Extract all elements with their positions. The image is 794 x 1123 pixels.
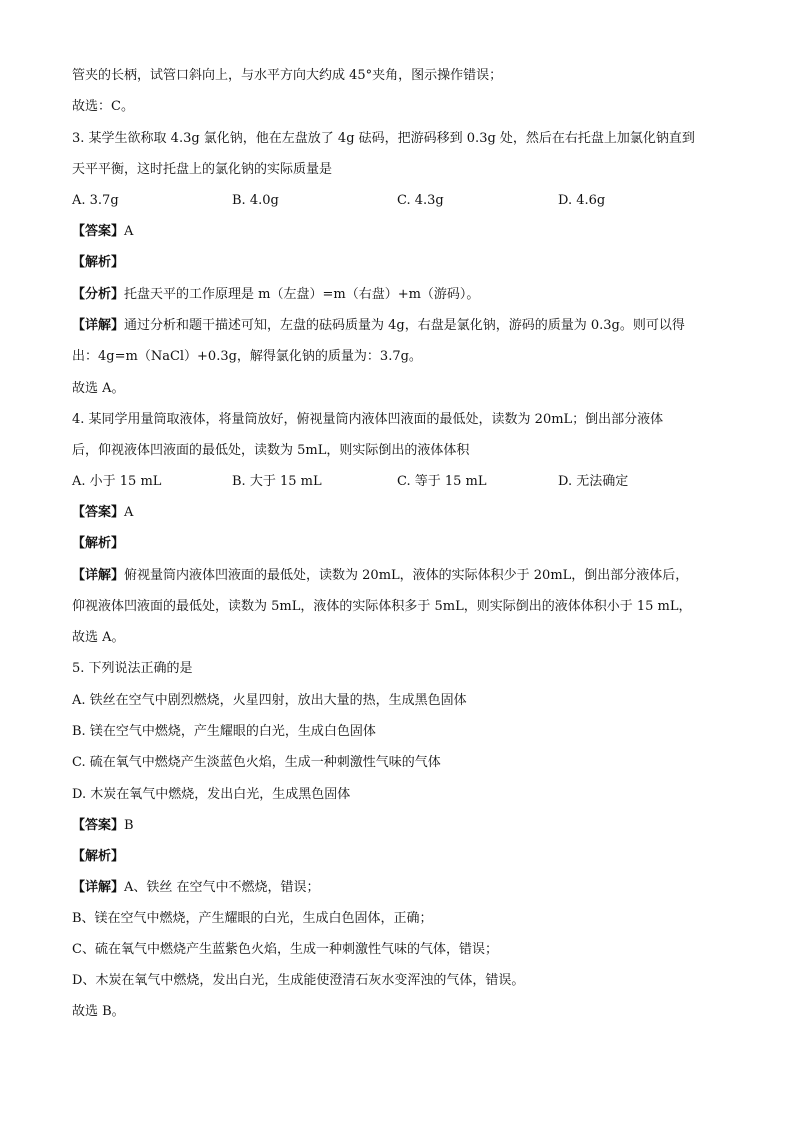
q5-answer-value: B bbox=[124, 818, 134, 833]
q4-choose-line: 故选 A。 bbox=[72, 630, 125, 645]
q3-analysis-heading bbox=[72, 254, 724, 272]
q4-detail-text-1: 俯视量筒内液体凹液面的最低处，读数为 20mL，液体的实际体积少于 20mL，倒出部分液体后， bbox=[124, 568, 689, 583]
q5-detail-line-c: C、硫在氧气中燃烧产生蓝紫色火焰，生成一种刺激性气味的气体，错误； bbox=[72, 942, 498, 957]
q5-answer-line bbox=[72, 817, 724, 835]
q4-detail-line-1 bbox=[72, 567, 724, 585]
q4-option-a: A. 小于 15 mL bbox=[72, 474, 162, 489]
q2-choose-line: 故选：C。 bbox=[72, 99, 134, 114]
q5-detail-line-b: B、镁在空气中燃烧，产生耀眼的白光，生成白色固体，正确； bbox=[72, 911, 433, 926]
q4-detail-line-2: 仰视液体凹液面的最低处，读数为 5mL，液体的实际体积多于 5mL，则实际倒出的液体体积小于 15 mL， bbox=[72, 599, 692, 614]
q3-detail-text-1: 通过分析和题干描述可知，左盘的砝码质量为 4g，右盘是氯化钠，游码的质量为 0.3g。则可以得 bbox=[124, 318, 685, 333]
q3-answer-value: A bbox=[124, 224, 134, 239]
q4-answer-value: A bbox=[124, 505, 134, 520]
detail-tag: 【详解】 bbox=[72, 318, 125, 333]
q4-stem-line-1: 4. 某同学用量筒取液体，将量筒放好，俯视量筒内液体凹液面的最低处，读数为 20mL；倒出部分液体 bbox=[72, 412, 664, 427]
q4-option-b: B. 大于 15 mL bbox=[232, 474, 322, 489]
q3-detail-line-2: 出：4g=m（NaCl）+0.3g，解得氯化钠的质量为：3.7g。 bbox=[72, 349, 422, 364]
analysis-tag: 【解析】 bbox=[72, 536, 125, 551]
q4-stem-line-2: 后，仰视液体凹液面的最低处，读数为 5mL，则实际倒出的液体体积 bbox=[72, 443, 470, 458]
q3-choose-line: 故选 A。 bbox=[72, 381, 125, 396]
answer-tag: 【答案】 bbox=[72, 224, 125, 239]
q3-option-a: A. 3.7g bbox=[72, 193, 119, 208]
q4-option-d: D. 无法确定 bbox=[558, 474, 629, 489]
q4-analysis-heading bbox=[72, 535, 724, 553]
q3-fenxi-line bbox=[72, 286, 724, 304]
q5-option-b: B. 镁在空气中燃烧，产生耀眼的白光，生成白色固体 bbox=[72, 724, 376, 739]
q4-answer-line bbox=[72, 504, 724, 522]
q3-fenxi-text: 托盘天平的工作原理是 m（左盘）=m（右盘）+m（游码）。 bbox=[124, 287, 480, 302]
q5-detail-line-a bbox=[72, 879, 724, 897]
q5-option-a: A. 铁丝在空气中剧烈燃烧，火星四射，放出大量的热，生成黑色固体 bbox=[72, 693, 467, 708]
q3-answer-line bbox=[72, 223, 724, 241]
analysis-tag: 【解析】 bbox=[72, 849, 125, 864]
answer-tag: 【答案】 bbox=[72, 818, 125, 833]
q3-stem-line-2: 天平平衡，这时托盘上的氯化钠的实际质量是 bbox=[72, 162, 333, 177]
fenxi-tag: 【分析】 bbox=[72, 287, 125, 302]
q3-detail-line-1 bbox=[72, 317, 724, 335]
q5-stem: 5. 下列说法正确的是 bbox=[72, 661, 193, 676]
q4-options bbox=[72, 473, 724, 491]
q5-detail-text-a: A、铁丝 在空气中不燃烧，错误； bbox=[124, 880, 320, 895]
q5-option-d: D. 木炭在氧气中燃烧，发出白光，生成黑色固体 bbox=[72, 787, 351, 802]
q5-analysis-heading bbox=[72, 848, 724, 866]
q3-option-d: D. 4.6g bbox=[558, 193, 606, 208]
q4-option-c: C. 等于 15 mL bbox=[397, 474, 487, 489]
q2-explanation-line: 管夹的长柄，试管口斜向上，与水平方向大约成 45°夹角，图示操作错误； bbox=[72, 68, 503, 83]
detail-tag: 【详解】 bbox=[72, 568, 125, 583]
q5-option-c: C. 硫在氧气中燃烧产生淡蓝色火焰，生成一种刺激性气味的气体 bbox=[72, 755, 441, 770]
q3-option-c: C. 4.3g bbox=[397, 193, 444, 208]
q5-detail-line-d: D、木炭在氧气中燃烧，发出白光，生成能使澄清石灰水变浑浊的气体，错误。 bbox=[72, 973, 525, 988]
answer-tag: 【答案】 bbox=[72, 505, 125, 520]
q3-stem-line-1: 3. 某学生欲称取 4.3g 氯化钠，他在左盘放了 4g 砝码，把游码移到 0.3g 处，然后在右托盘上加氯化钠直到 bbox=[72, 131, 695, 146]
q3-options bbox=[72, 192, 724, 210]
analysis-tag: 【解析】 bbox=[72, 255, 125, 270]
q5-choose-line: 故选 B。 bbox=[72, 1004, 125, 1019]
detail-tag: 【详解】 bbox=[72, 880, 125, 895]
q3-option-b: B. 4.0g bbox=[232, 193, 279, 208]
